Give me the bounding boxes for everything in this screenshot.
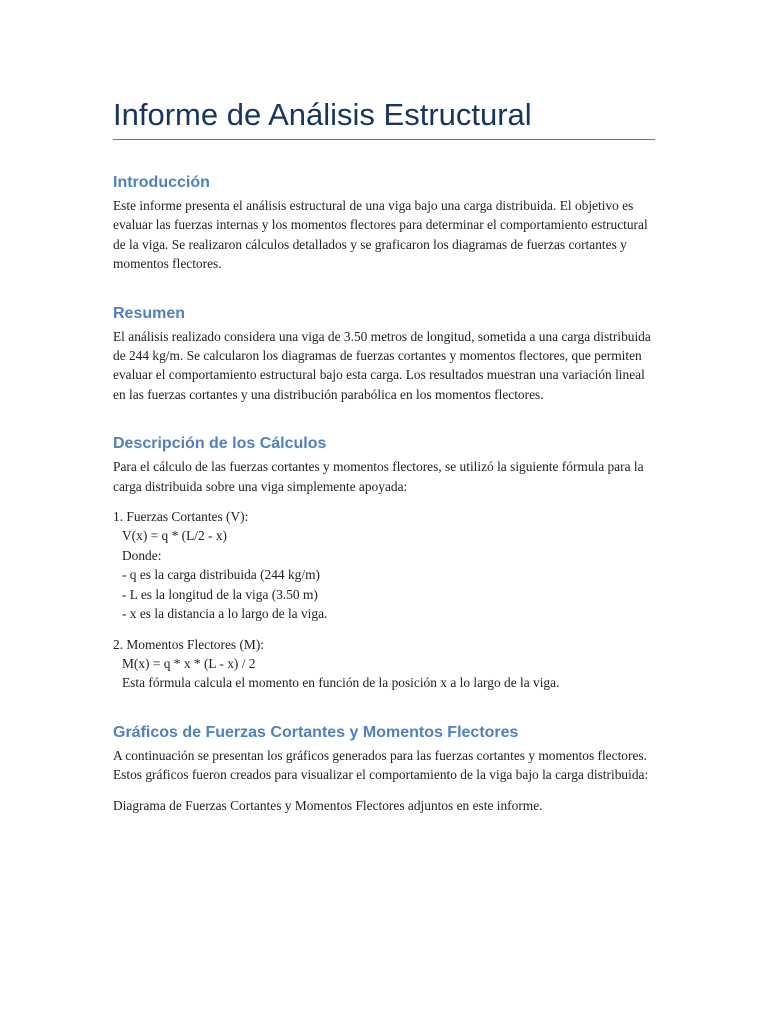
list-item-momentos-flectores	[113, 635, 655, 693]
paragraph-resumen: El análisis realizado considera una viga de 3.50 metros de longitud, sometida a una carga distribuida de 244 kg/m. Se calcularon los diagramas de fuerzas cortantes y momentos flectores, que permiten evaluar el comportamiento estructural bajo esta carga. Los resultados muestran una variación lineal en las fuerzas cortantes y una distribución parabólica en los momentos flectores.	[113, 328, 651, 402]
bullet-q: - q es la carga distribuida (244 kg/m)	[122, 567, 320, 583]
paragraph-graficos: A continuación se presentan los gráficos generados para las fuerzas cortantes y momentos flectores. Estos gráficos fueron creados para visualizar el comportamiento de la viga bajo la carga distribuida:	[113, 747, 649, 783]
document-title: Informe de Análisis Estructural	[113, 96, 655, 140]
formula-momento-note: Esta fórmula calcula el momento en función de la posición x a lo largo de la viga.	[122, 675, 560, 691]
section-graficos	[113, 723, 655, 815]
paragraph-calculos-intro: Para el cálculo de las fuerzas cortantes y momentos flectores, se utilizó la siguiente fórmula para la carga distribuida sobre una viga simplemente apoyada:	[113, 459, 644, 494]
paragraph-introduccion: Este informe presenta el análisis estructural de una viga bajo una carga distribuida. El objetivo es evaluar las fuerzas internas y los momentos flectores para determinar el comportamiento estructural de la viga. Se realizaron cálculos detallados y se graficaron los diagramas de fuerzas cortantes y momentos flectores.	[113, 198, 648, 272]
section-introduccion	[113, 173, 655, 274]
bullet-x: - x es la distancia a lo largo de la viga.	[122, 606, 328, 622]
heading-graficos: Gráficos de Fuerzas Cortantes y Momentos Flectores	[113, 723, 519, 741]
item-title-momentos-flectores: 2. Momentos Flectores (M):	[113, 636, 264, 652]
heading-introduccion: Introducción	[113, 174, 210, 191]
heading-resumen: Resumen	[113, 304, 186, 322]
section-resumen	[113, 304, 655, 405]
bullet-l: - L es la longitud de la viga (3.50 m)	[122, 586, 318, 602]
list-item-fuerzas-cortantes	[113, 507, 655, 623]
donde-label: Donde:	[122, 547, 162, 563]
section-calculos	[113, 434, 655, 692]
paragraph-graficos-note: Diagrama de Fuerzas Cortantes y Momentos Flectores adjuntos en este informe.	[113, 797, 543, 813]
item-title-fuerzas-cortantes: 1. Fuerzas Cortantes (V):	[113, 509, 249, 525]
formula-cortante: V(x) = q * (L/2 - x)	[122, 528, 227, 544]
heading-calculos: Descripción de los Cálculos	[113, 435, 327, 453]
formula-momento: M(x) = q * x * (L - x) / 2	[122, 655, 256, 671]
